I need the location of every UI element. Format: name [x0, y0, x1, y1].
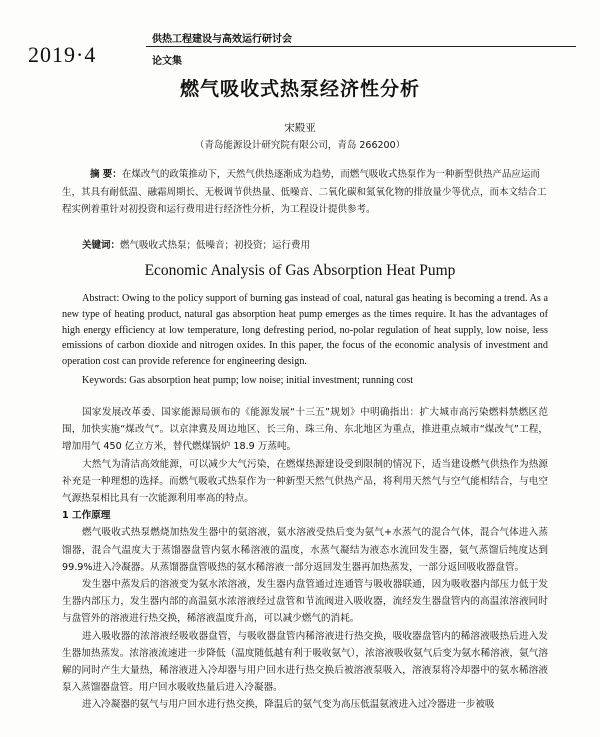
running-header: [28, 26, 576, 72]
keywords-cn-text: 燃气吸收式热泵；低噪音；初投资；运行费用: [120, 240, 311, 251]
paper-title-cn: 燃气吸收式热泵经济性分析: [179, 78, 420, 100]
abstract-cn-text: 在煤改气的政策推动下，天然气供热逐渐成为趋势，而燃气吸收式热泵作为一种新型供热产品应运而生，其具有耐低温、融霜周期长、无极调节供热量、低噪音、二氧化碳和氮氧化物的排放量少等优点，而本文结合工程实例着重针对初投资和运行费用进行经济性分析，为工程设计提供参考。: [62, 169, 547, 215]
paragraph: 发生器中蒸发后的溶液变为氨水浓溶液，发生器内盘管通过连通管与吸收器联通，因为吸收器内部压力低于发生器内部压力，发生器内部的高温氨水浓溶液经过盘管和节流阀进入吸收器，流经发生器盘管内的高温浓溶液同时与盘管外的溶液进行热交换，稀溶液温度升高，可以减少燃气的消耗。: [62, 579, 548, 625]
paragraph: 燃气吸收式热泵燃烧加热发生器中的氨溶液，氨水溶液受热后变为氨气+水蒸气的混合气体，混合气体进入蒸馏器，混合气温度大于蒸馏器盘管内氨水稀溶液的温度，水蒸气凝结为液态水流回发生器，氨气蒸馏后纯度达到 99.9%进入冷凝器。从蒸馏器盘管吸热的氨水稀溶液一部分返回发生器再加热蒸发，一部分返回吸收器盘管。: [62, 527, 548, 573]
collection-label: 论文集: [152, 56, 182, 67]
body-text: [62, 404, 548, 714]
paper-title-en: Economic Analysis of Gas Absorption Heat Pump: [144, 262, 456, 279]
conference-name: 供热工程建设与高效运行研讨会: [152, 34, 292, 45]
abstract-cn-label: 摘 要：: [90, 169, 122, 180]
keywords-en-label: Keywords:: [82, 375, 127, 386]
abstract-en-text: Owing to the policy support of burning gas instead of coal, natural gas heating is becoming a trend. As a new type of heating product, natural gas absorption heat pump emerges as the times require. It has the advantages of high energy efficiency at low temperature, long defresting period, no-polar regulation of heat supply, low noise, less emissions of carbon dioxide and nitrogen oxides. In this paper, the focus of the economic analysis of investment and operation cost can provide reference for engineering design.: [62, 293, 549, 368]
keywords-cn: [82, 237, 548, 251]
author: 宋殿亚: [284, 122, 316, 134]
affiliation: （青岛能源设计研究院有限公司，青岛 266200）: [194, 140, 406, 151]
header-rule: [146, 46, 576, 47]
abstract-en: [62, 291, 548, 370]
paragraph: 进入吸收器的浓溶液经吸收器盘管，与吸收器盘管内稀溶液进行热交换，吸收器盘管内的稀溶液吸热后进入发生器加热蒸发。浓溶液流速进一步降低（温度随低越有利于吸收氨气），浓溶液吸收氨气后变为氨水稀溶液，氨气溶解的同时产生大量热，稀溶液进入冷却器与用户回水进行热交换后被溶液泵吸入，溶液泵将冷却器中的氨水稀溶液泵入蒸馏器盘管。用户回水吸收热量后进入冷凝器。: [62, 630, 548, 694]
abstract-cn: [62, 166, 548, 219]
paragraph: 国家发展改革委、国家能源局颁布的《能源发展“十三五”规划》中明确指出：扩大城市高污染燃料禁燃区范围，加快实施“煤改气”。以京津冀及周边地区、长三角、珠三角、东北地区为重点，推进重点城市“煤改气”工程，增加用气 450 亿立方米，替代燃煤锅炉 18.9 万蒸吨。: [62, 407, 548, 453]
paragraph: 大然气为清洁高效能源，可以减少大气污染，在燃煤热源建设受到限制的情况下，适当建设燃气供热作为热源补充是一种理想的选择。而燃气吸收式热泵作为一种新型天然气供热产品，将利用天然气与空气能相结合，与电空气源热泵相比具有一次能源利用率高的特点。: [62, 458, 548, 505]
keywords-en-text: Gas absorption heat pump; low noise; initial investment; running cost: [129, 375, 414, 386]
keywords-cn-label: 关键词：: [82, 240, 121, 251]
paragraph: 进入冷凝器的氨气与用户回水进行热交换，降温后的氨气变为高压低温氨液进入过冷器进一步被吸: [82, 699, 495, 711]
keywords-en: [82, 375, 548, 386]
year-issue: 2019·4: [28, 42, 97, 67]
abstract-en-label: Abstract:: [82, 293, 120, 304]
section-heading: 1 工作原理: [62, 510, 111, 522]
